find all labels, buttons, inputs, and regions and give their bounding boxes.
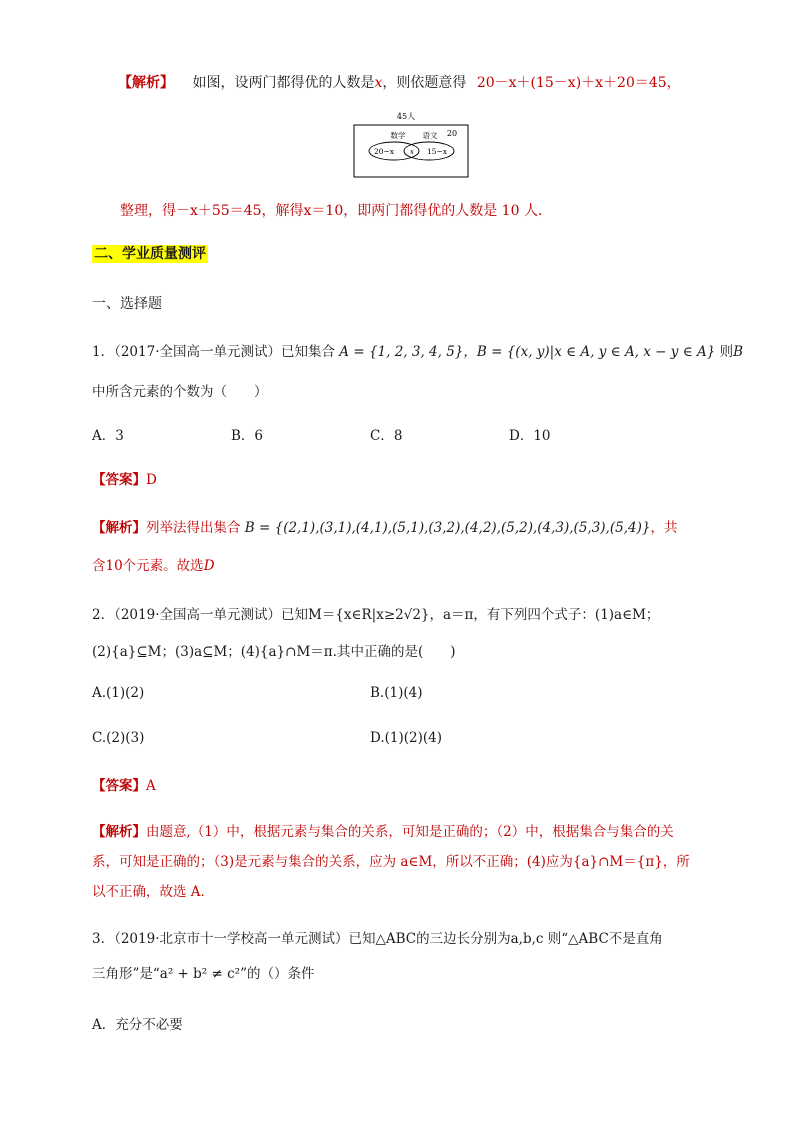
q2-option-d: D.(1)(2)(4) (370, 730, 443, 746)
q1-analysis-line-1 (92, 516, 677, 536)
venn-left-value: 20−x (373, 147, 395, 156)
q2-stem-line-1: 2．（2019·全国高一单元测试）已知M＝{x∈R|x≥2√2}，a＝π，有下列四个式子：(1)a∈M； (92, 607, 660, 623)
q2-option-c: C.(2)(3) (92, 730, 145, 746)
q3-stem-line-2: 三角形”是“a² + b² ≠ c²”的（）条件 (92, 966, 315, 982)
venn-outside-value: 20 (446, 129, 458, 138)
q2-option-b: B.(1)(4) (370, 685, 423, 701)
q1-analysis-label: 【解析】 (92, 520, 146, 536)
q1-analysis-set: B = {(2,1),(3,1),(4,1),(5,1),(3,2),(4,2),(5,2),(4,3),(5,3),(5,4)} (244, 520, 651, 536)
q1-option-c: C．8 (370, 428, 403, 444)
venn-total-label: 45人 (396, 112, 416, 121)
analysis-text: 如图，设两门都得优的人数是 (192, 75, 375, 91)
q1-option-d: D．10 (509, 428, 551, 444)
q1-option-b: B．6 (231, 428, 264, 444)
analysis-label: 【解析】 (118, 75, 174, 91)
q1-answer (92, 468, 157, 488)
q2-analysis-line-3: 以不正确，故选 A． (92, 884, 215, 900)
analysis-line-1 (118, 72, 681, 92)
q1-option-a: A．3 (92, 428, 124, 444)
q1-answer-label: 【答案】 (92, 472, 146, 488)
venn-math-label: 数学 (390, 131, 406, 140)
section-heading (92, 243, 208, 263)
venn-chinese-label: 语文 (422, 131, 438, 140)
part-heading: 一、选择题 (92, 296, 162, 312)
q1-stem-b: B (733, 344, 744, 360)
q1-analysis-text-2: 含10个元素。故选 (92, 558, 204, 574)
q1-analysis-line-2 (92, 554, 215, 574)
venn-right-value: 15−x (426, 147, 448, 156)
venn-diagram (350, 108, 472, 180)
q3-option-a: A．充分不必要 (92, 1017, 183, 1033)
q1-stem-then: 则 (719, 344, 734, 360)
q1-set-a: A = {1, 2, 3, 4, 5} (339, 344, 464, 360)
q1-stem-line-1 (92, 340, 743, 360)
q2-analysis-label: 【解析】 (92, 824, 146, 840)
simplify-line: 整理，得－x＋55＝45，解得x＝10，即两门都得优的人数是 10 人． (120, 203, 552, 219)
analysis-equation: 20－x＋(15－x)＋x＋20＝45， (476, 75, 681, 91)
venn-middle-value: x (410, 148, 414, 156)
q1-analysis-tail: ，共 (650, 520, 678, 536)
q2-analysis-text-1: 由题意,（1）中，根据元素与集合的关系，可知是正确的；（2）中，根据集合与集合的关 (146, 824, 674, 840)
q2-answer (92, 774, 156, 794)
section-heading-text: 二、学业质量测评 (94, 246, 206, 262)
q2-answer-value: A (146, 778, 156, 794)
q1-stem-line-2: 中所含元素的个数为（ ） (92, 384, 268, 400)
analysis-text-2: ，则依题意得 (382, 75, 467, 91)
q1-stem-text: 1．（2017·全国高一单元测试）已知集合 (92, 344, 335, 360)
q2-option-a: A.(1)(2) (92, 685, 145, 701)
q1-analysis-choice: D (203, 558, 215, 574)
q2-analysis-line-2: 系，可知是正确的；（3)是元素与集合的关系，应为 a∈M，所以不正确；(4)应为{a}∩M＝{π}，所 (92, 854, 690, 870)
q3-stem-line-1: 3．（2019·北京市十一学校高一单元测试）已知△ABC的三边长分别为a,b,c 则“△ABC不是直角 (92, 931, 663, 947)
q1-analysis-text: 列举法得出集合 (146, 520, 241, 536)
q2-analysis-line-1 (92, 820, 674, 840)
analysis-var: x (374, 75, 383, 91)
q1-set-b: ，B = {(x, y)|x ∈ A, y ∈ A, x − y ∈ A} (463, 344, 716, 360)
q2-answer-label: 【答案】 (92, 778, 146, 794)
q2-stem-line-2: (2){a}⊆M；(3)a⊆M；(4){a}∩M＝π.其中正确的是( ) (92, 644, 456, 660)
q1-answer-value: D (146, 472, 157, 488)
